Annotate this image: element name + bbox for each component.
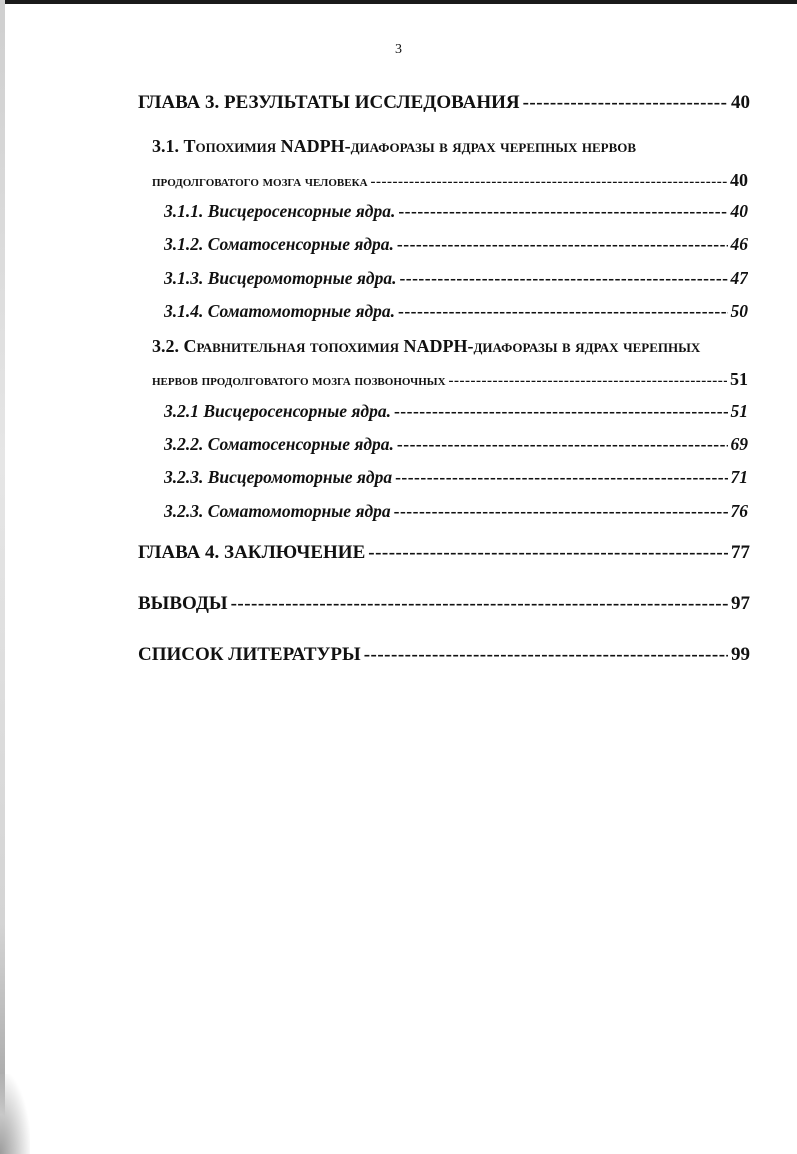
toc-entry-section-3-2-heading[interactable]: [152, 336, 700, 357]
section-number: 3.1.: [152, 136, 179, 156]
dot-leader: [397, 234, 728, 255]
toc-entry-title: ГЛАВА 4. ЗАКЛЮЧЕНИЕ: [138, 542, 366, 563]
toc-entry-page: 47: [730, 268, 748, 288]
toc-entry-title: ГЛАВА 3. РЕЗУЛЬТАТЫ ИССЛЕДОВАНИЯ: [138, 92, 520, 113]
toc-entry-title: 3.1.2. Соматосенсорные ядра.: [164, 234, 394, 254]
toc-entry-title: 3.2.3. Соматомоторные ядра: [164, 501, 391, 521]
toc-entry-title: 3.2.1 Висцеросенсорные ядра.: [164, 401, 391, 421]
toc-entry-3-1-4[interactable]: [164, 301, 748, 322]
toc-entry-references[interactable]: [138, 644, 750, 666]
dot-leader: [394, 401, 728, 422]
toc-entry-title: 3.1.1. Висцеросенсорные ядра.: [164, 201, 396, 221]
dot-leader: [231, 593, 728, 615]
toc-entry-page: 99: [731, 644, 750, 665]
toc-entry-page: 40: [730, 201, 748, 221]
section-title-line1: Сравнительная топохимия NADPH-диафоразы в ядрах черепных: [183, 336, 701, 356]
toc-entry-3-2-1[interactable]: [164, 401, 748, 422]
dot-leader: [364, 644, 728, 666]
toc-entry-3-1-3[interactable]: [164, 268, 748, 289]
dot-leader: [449, 373, 727, 390]
toc-entry-3-2-3b[interactable]: [164, 501, 748, 522]
scan-edge-left: [0, 0, 5, 1154]
toc-entry-page: 46: [730, 234, 748, 254]
toc-entry-section-3-1[interactable]: [152, 170, 748, 191]
toc-entry-title: 3.1.4. Соматомоторные ядра.: [164, 301, 396, 321]
page-number: 3: [395, 42, 402, 57]
toc-entry-section-3-2[interactable]: [152, 369, 748, 390]
toc-entry-chapter-3[interactable]: [138, 92, 750, 114]
toc-entry-3-1-2[interactable]: [164, 234, 748, 255]
dot-leader: [368, 542, 728, 564]
toc-entry-title: 3.2.2. Соматосенсорные ядра.: [164, 434, 394, 454]
toc-entry-page: 51: [730, 401, 748, 421]
toc-entry-title: ВЫВОДЫ: [138, 593, 228, 614]
toc-entry-title: СПИСОК ЛИТЕРАТУРЫ: [138, 644, 361, 665]
toc-entry-page: 71: [730, 467, 748, 487]
section-title-line2: продолговатого мозга человека: [152, 174, 368, 190]
dot-leader: [523, 92, 728, 114]
toc-entry-page: 51: [730, 369, 748, 389]
toc-entry-conclusions[interactable]: [138, 593, 750, 615]
dot-leader: [398, 201, 727, 222]
toc-entry-page: 76: [730, 501, 748, 521]
dot-leader: [397, 434, 728, 455]
toc-entry-section-3-1-heading[interactable]: [152, 136, 636, 157]
toc-entry-3-1-1[interactable]: [164, 201, 748, 222]
section-number: 3.2.: [152, 336, 179, 356]
scan-shadow-corner: [0, 1074, 30, 1154]
toc-entry-page: 40: [730, 170, 748, 190]
section-title-line2: нервов продолговатого мозга позвоночных: [152, 373, 446, 389]
toc-entry-title: 3.1.3. Висцеромоторные ядра.: [164, 268, 397, 288]
toc-entry-title: 3.2.3. Висцеромоторные ядра: [164, 467, 393, 487]
section-title-line1: Топохимия NADPH-диафоразы в ядрах черепных нервов: [183, 136, 637, 156]
toc-entry-3-2-2[interactable]: [164, 434, 748, 455]
dot-leader: [398, 301, 727, 322]
toc-entry-page: 77: [731, 542, 750, 563]
toc-entry-page: 69: [730, 434, 748, 454]
toc-entry-page: 40: [731, 92, 750, 113]
scan-edge-top: [0, 0, 797, 4]
toc-entry-chapter-4[interactable]: [138, 542, 750, 564]
dot-leader: [394, 501, 728, 522]
dot-leader: [399, 268, 727, 289]
dot-leader: [395, 467, 727, 488]
toc-entry-page: 97: [731, 593, 750, 614]
toc-entry-page: 50: [730, 301, 748, 321]
toc-entry-3-2-3[interactable]: [164, 467, 748, 488]
dot-leader: [371, 174, 727, 191]
